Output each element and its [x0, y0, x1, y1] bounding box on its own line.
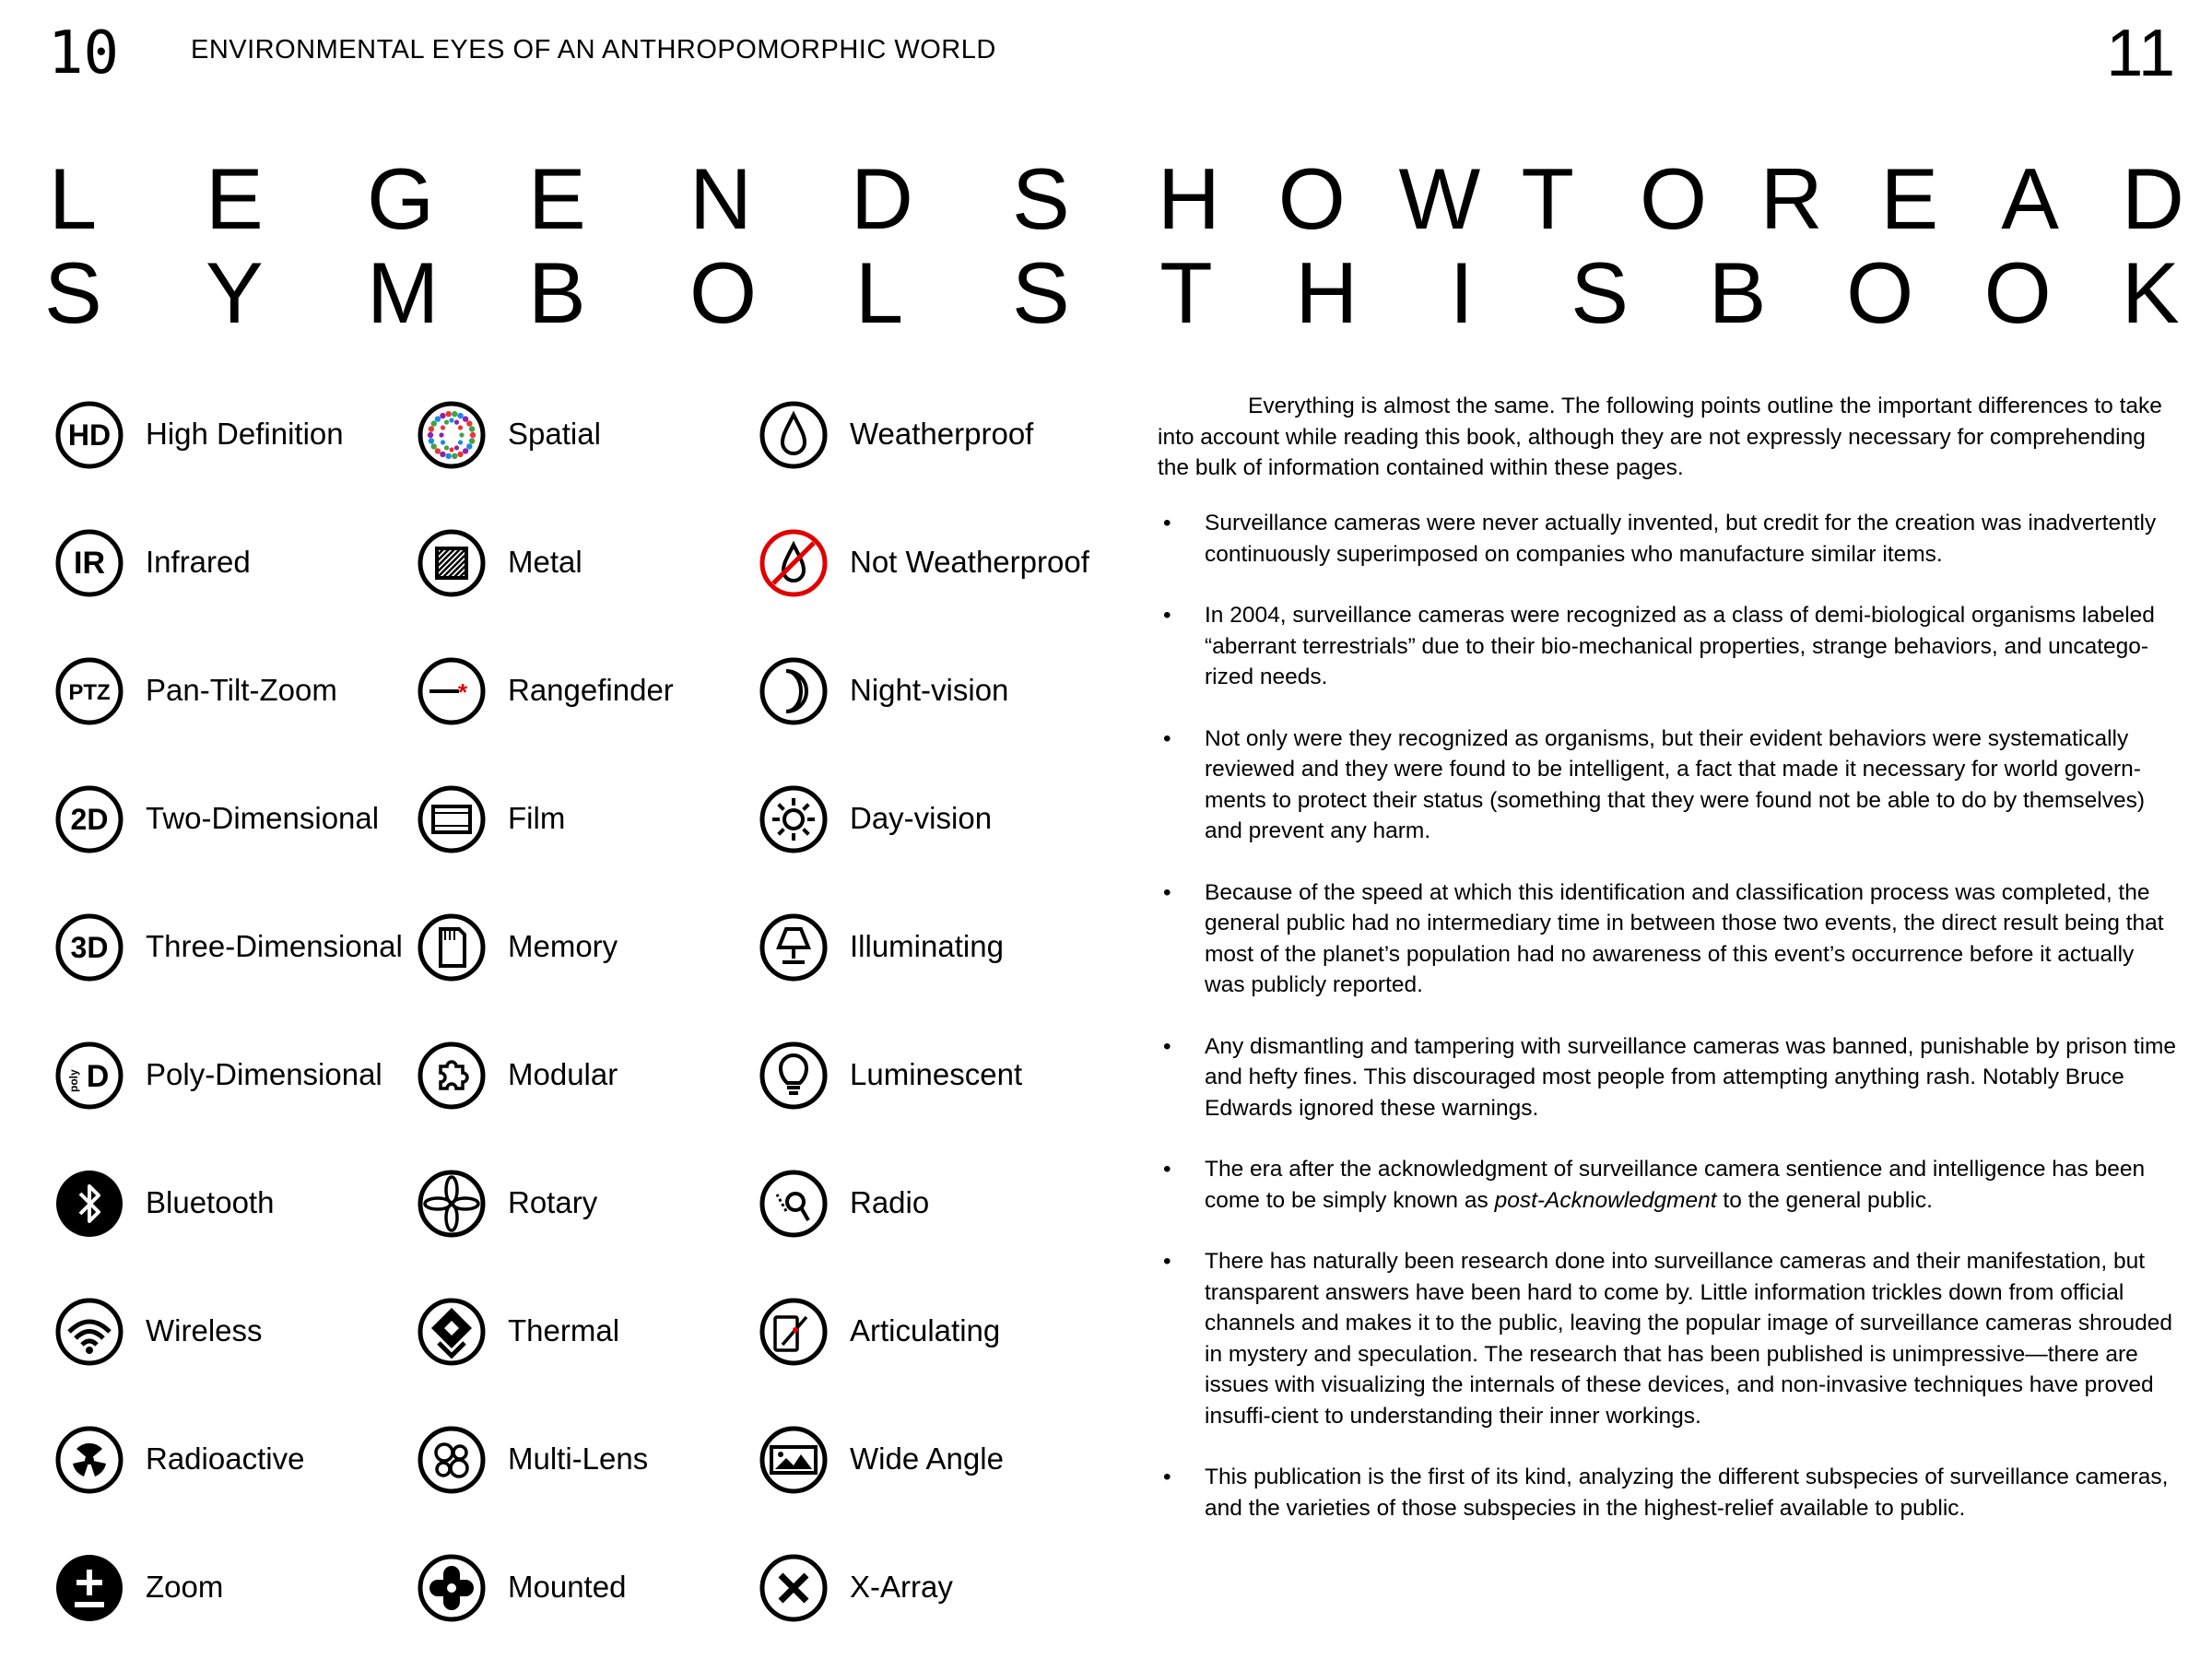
legend-item-label: Modular	[508, 1057, 618, 1091]
heading-letter: T	[1159, 244, 1213, 341]
heading-letter: Y	[206, 244, 264, 341]
list-item-text: Surveillance cameras were never actually invented, but credit for the creation was inadvertently continuously superimposed on companies who manufacture similar items.	[1205, 511, 2157, 567]
heading-letter: A	[2001, 150, 2059, 247]
radioactive-icon	[54, 1425, 124, 1495]
not-weatherproof-icon	[759, 528, 829, 598]
heading-letter: I	[1449, 244, 1474, 341]
heading-letter: E	[206, 150, 264, 247]
heading-letter: R	[1759, 150, 1823, 247]
legend-item-label: Thermal	[508, 1313, 620, 1347]
heading-letter: O	[1640, 150, 1708, 247]
multi-lens-icon	[417, 1425, 487, 1495]
svg-text:HD: HD	[67, 418, 112, 452]
heading-letter: L	[48, 150, 98, 247]
radio-icon	[759, 1169, 829, 1239]
heading-letter: B	[528, 244, 586, 341]
heading-letter: W	[1398, 150, 1481, 247]
list-item-text: There has naturally been research done into surveillance cameras and their manifestation, but transparent answers have been hard to come by. Little information trickles down from official channels and makes it to the public, leaving the popular image of surveillance cameras shrouded in mystery and speculation. The research that has been published is unimpressive—there are issues with visualizing the internals of these devices, and non-invasive techniques have proved insuffi-cient to understanding their inner workings.	[1205, 1249, 2173, 1429]
legend-item-label: X-Array	[850, 1570, 953, 1604]
heading-letter: E	[1880, 150, 1939, 247]
legend-item-label: Spatial	[508, 417, 601, 451]
illuminating-icon	[759, 912, 829, 982]
list-item-text: Not only were they recognized as organisms, but their evident behaviors were systematically reviewed and they were found to be intelligent, a fact that made it necessary for world govern-ments to protect their status (something that they were found not be able to do by themselves) and prevent any harm.	[1205, 725, 2146, 843]
2d-icon	[54, 784, 124, 854]
ir-icon	[54, 528, 124, 598]
list-item-text: to the general public.	[1716, 1187, 1933, 1213]
heading-letter: H	[1158, 150, 1220, 247]
list-item-text: Any dismantling and tampering with surveillance cameras was banned, punishable by prison time and hefty fines. This discouraged most people from attempting anything rash. Notably Bruce Edwards ignored these warnings.	[1205, 1033, 2177, 1121]
night-vision-icon	[759, 656, 829, 726]
legend-item-label: Two-Dimensional	[146, 801, 380, 835]
heading-letter: M	[367, 244, 440, 341]
memory-icon	[417, 912, 487, 982]
wireless-icon	[54, 1297, 124, 1367]
heading-letter: S	[1571, 244, 1629, 341]
heading-letter: D	[851, 150, 913, 247]
page-number-left: 10	[48, 19, 120, 88]
day-vision-icon	[759, 784, 829, 854]
legend-item-label: Articulating	[850, 1313, 1001, 1347]
heading-letter: G	[367, 150, 435, 247]
rotary-icon	[417, 1169, 487, 1239]
heading-letter: T	[1521, 150, 1574, 247]
list-item-text: The era after the acknowledgment of surveillance camera sentience and intelligence has been come to be simply known as	[1205, 1157, 2146, 1213]
legend-item-label: Rangefinder	[508, 673, 674, 707]
legend-item-label: Multi-Lens	[508, 1441, 649, 1476]
rangefinder-icon	[417, 656, 487, 726]
heading-letter: D	[2122, 150, 2184, 247]
mounted-icon	[417, 1553, 487, 1623]
legend-item-label: Luminescent	[850, 1057, 1023, 1091]
legend-item-label: Pan-Tilt-Zoom	[146, 673, 337, 707]
svg-text:*: *	[457, 678, 468, 706]
legend-item-label: High Definition	[146, 417, 344, 451]
heading-letter: S	[44, 244, 102, 341]
heading-letter: O	[1983, 244, 2052, 341]
legend-item-label: Wide Angle	[850, 1441, 1004, 1476]
list-item	[1158, 724, 2177, 847]
spatial-icon	[417, 400, 487, 470]
svg-text:3D: 3D	[70, 931, 109, 964]
x-array-icon	[759, 1553, 829, 1623]
legend-item-label: Radio	[850, 1185, 930, 1219]
difference-list	[1158, 508, 2177, 1554]
page-number-right: 11	[2106, 17, 2175, 90]
legend-item-label: Night-vision	[850, 673, 1009, 707]
film-icon	[417, 784, 487, 854]
poly-d-icon	[54, 1041, 124, 1111]
svg-text:PTZ: PTZ	[68, 680, 111, 705]
heading-letter: S	[1012, 244, 1070, 341]
luminescent-icon	[759, 1041, 829, 1111]
hd-icon	[54, 400, 124, 470]
zoom-icon	[54, 1553, 124, 1623]
legend-item-label: Wireless	[146, 1313, 263, 1347]
thermal-icon	[417, 1297, 487, 1367]
metal-icon	[417, 528, 487, 598]
list-item-text: In 2004, surveillance cameras were recognized as a class of demi-biological organisms labeled “aberrant terrestrials” due to their bio-mechanical properties, strange behaviors, and uncatego-rized needs.	[1205, 603, 2155, 689]
heading-letter: E	[528, 150, 586, 247]
heading-letter: O	[689, 244, 758, 341]
legend-item-label: Mounted	[508, 1570, 627, 1604]
bluetooth-icon	[54, 1169, 124, 1239]
articulating-icon	[759, 1297, 829, 1367]
list-item	[1158, 1154, 2177, 1216]
3d-icon	[54, 912, 124, 982]
list-item-emphasis: post-Acknowledgment	[1494, 1187, 1717, 1213]
list-item-text: Because of the speed at which this identification and classification process was completed, the general public had no intermediary time in between those two events, the direct result being that most of the planet’s population had no awareness of this event’s occurrence before it actually was publicly reported.	[1205, 879, 2164, 997]
legend-item-label: Radioactive	[146, 1441, 305, 1476]
list-item	[1158, 600, 2177, 693]
svg-text:IR: IR	[74, 546, 105, 581]
list-item	[1158, 1246, 2177, 1431]
legend-item-label: Weatherproof	[850, 417, 1034, 451]
modular-icon	[417, 1041, 487, 1111]
legend-item-label: Infrared	[146, 545, 251, 579]
wide-angle-icon	[759, 1425, 829, 1495]
list-item	[1158, 1031, 2177, 1124]
list-item	[1158, 508, 2177, 570]
legend-item-label: Three-Dimensional	[146, 929, 403, 963]
legend-item-label: Zoom	[146, 1570, 224, 1604]
list-item	[1158, 877, 2177, 1001]
legend-item-label: Metal	[508, 545, 582, 579]
heading-letter: B	[1708, 244, 1767, 341]
legend-item-label: Illuminating	[850, 929, 1004, 963]
heading-letter: S	[1012, 150, 1070, 247]
legend-item-label: Memory	[508, 929, 618, 963]
legend-item-label: Poly-Dimensional	[146, 1057, 382, 1091]
weatherproof-icon	[759, 400, 829, 470]
running-header-title: ENVIRONMENTAL EYES OF AN ANTHROPOMORPHIC WORLD	[191, 35, 996, 65]
intro-paragraph: Everything is almost the same. The following points outline the important differences to take into account while reading this book, although they are not expressly necessary for comprehending the bulk of information contained within these pages.	[1158, 394, 2162, 480]
legend-item-label: Rotary	[508, 1185, 598, 1219]
svg-text:2D: 2D	[70, 803, 109, 836]
list-item-text: This publication is the first of its kind, analyzing the different subspecies of surveillance cameras, and the varieties of those subspecies in the highest-relief available to public.	[1205, 1465, 2169, 1521]
legend-item-label: Bluetooth	[146, 1185, 275, 1219]
heading-letter: O	[1846, 244, 1914, 341]
list-item	[1158, 1462, 2177, 1524]
svg-text:D: D	[86, 1059, 110, 1094]
legend-item-label: Day-vision	[850, 801, 993, 835]
svg-text:poly: poly	[67, 1069, 80, 1092]
legend-item-label: Not Weatherproof	[850, 545, 1089, 579]
heading-letter: N	[689, 150, 752, 247]
heading-letter: L	[854, 244, 904, 341]
heading-letter: K	[2122, 244, 2180, 341]
heading-letter: O	[1277, 150, 1346, 247]
heading-letter: H	[1295, 244, 1359, 341]
legend-item-label: Film	[508, 801, 566, 835]
ptz-icon	[54, 656, 124, 726]
